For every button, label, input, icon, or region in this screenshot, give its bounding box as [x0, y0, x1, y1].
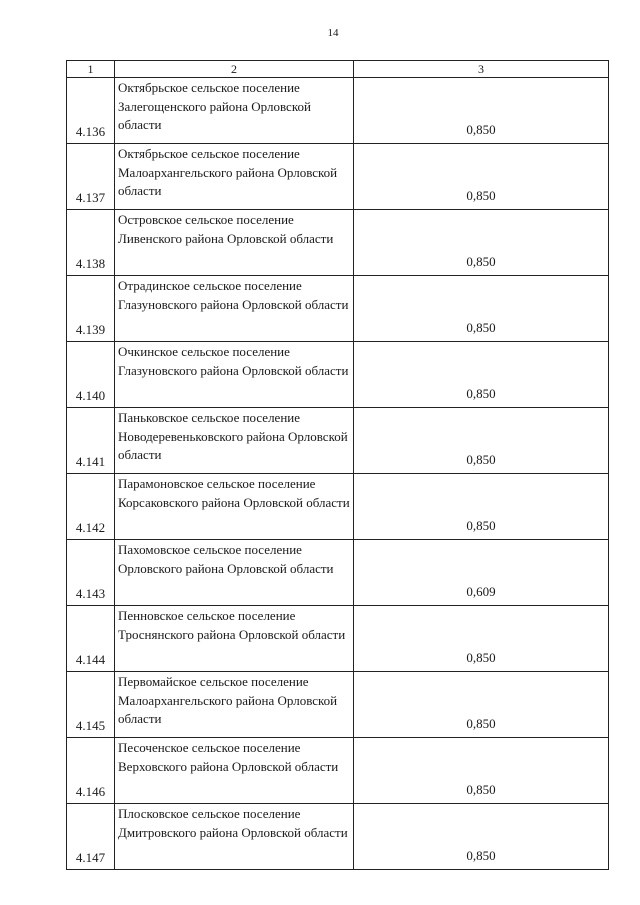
coefficient-value-cell: 0,850 [354, 474, 609, 540]
settlement-name-cell: Октябрьское сельское поселение Залегощенского района Орловской области [115, 78, 354, 144]
table-row [67, 672, 609, 738]
settlement-name-cell: Первомайское сельское поселение Малоархангельского района Орловской области [115, 672, 354, 738]
coefficient-value-cell: 0,850 [354, 606, 609, 672]
row-number-cell: 4.142 [67, 474, 115, 540]
settlement-name-cell: Песоченское сельское поселение Верховского района Орловской области [115, 738, 354, 804]
settlement-name-cell: Очкинское сельское поселение Глазуновского района Орловской области [115, 342, 354, 408]
coefficient-value-cell: 0,850 [354, 144, 609, 210]
row-number-cell: 4.136 [67, 78, 115, 144]
table-row [67, 738, 609, 804]
table-row [67, 804, 609, 870]
row-number-cell: 4.147 [67, 804, 115, 870]
settlement-name-cell: Пенновское сельское поселение Троснянского района Орловской области [115, 606, 354, 672]
coefficient-value-cell: 0,850 [354, 276, 609, 342]
row-number-cell: 4.145 [67, 672, 115, 738]
table-row [67, 276, 609, 342]
coefficient-value-cell: 0,609 [354, 540, 609, 606]
coefficient-value-cell: 0,850 [354, 78, 609, 144]
page-number: 14 [327, 27, 339, 39]
table-row [67, 144, 609, 210]
coefficient-value-cell: 0,850 [354, 672, 609, 738]
settlements-table [66, 60, 609, 870]
table-row [67, 210, 609, 276]
settlement-name-cell: Отрадинское сельское поселение Глазуновского района Орловской области [115, 276, 354, 342]
row-number-cell: 4.146 [67, 738, 115, 804]
table-row [67, 540, 609, 606]
coefficient-value-cell: 0,850 [354, 738, 609, 804]
table-row [67, 78, 609, 144]
row-number-cell: 4.140 [67, 342, 115, 408]
settlement-name-cell: Октябрьское сельское поселение Малоархангельского района Орловской области [115, 144, 354, 210]
row-number-cell: 4.138 [67, 210, 115, 276]
table-row [67, 474, 609, 540]
table-row [67, 342, 609, 408]
table-row [67, 408, 609, 474]
column-header-3: 3 [354, 61, 609, 78]
row-number-cell: 4.143 [67, 540, 115, 606]
row-number-cell: 4.137 [67, 144, 115, 210]
settlement-name-cell: Островское сельское поселение Ливенского района Орловской области [115, 210, 354, 276]
row-number-cell: 4.144 [67, 606, 115, 672]
settlement-name-cell: Плосковское сельское поселение Дмитровского района Орловской области [115, 804, 354, 870]
settlement-name-cell: Парамоновское сельское поселение Корсаковского района Орловской области [115, 474, 354, 540]
table-header-row [67, 61, 609, 78]
column-header-1: 1 [67, 61, 115, 78]
coefficient-value-cell: 0,850 [354, 342, 609, 408]
settlement-name-cell: Пахомовское сельское поселение Орловского района Орловской области [115, 540, 354, 606]
coefficient-value-cell: 0,850 [354, 210, 609, 276]
coefficient-value-cell: 0,850 [354, 804, 609, 870]
settlement-name-cell: Паньковское сельское поселение Новодеревеньковского района Орловской области [115, 408, 354, 474]
table-row [67, 606, 609, 672]
row-number-cell: 4.139 [67, 276, 115, 342]
column-header-2: 2 [115, 61, 354, 78]
coefficient-value-cell: 0,850 [354, 408, 609, 474]
row-number-cell: 4.141 [67, 408, 115, 474]
